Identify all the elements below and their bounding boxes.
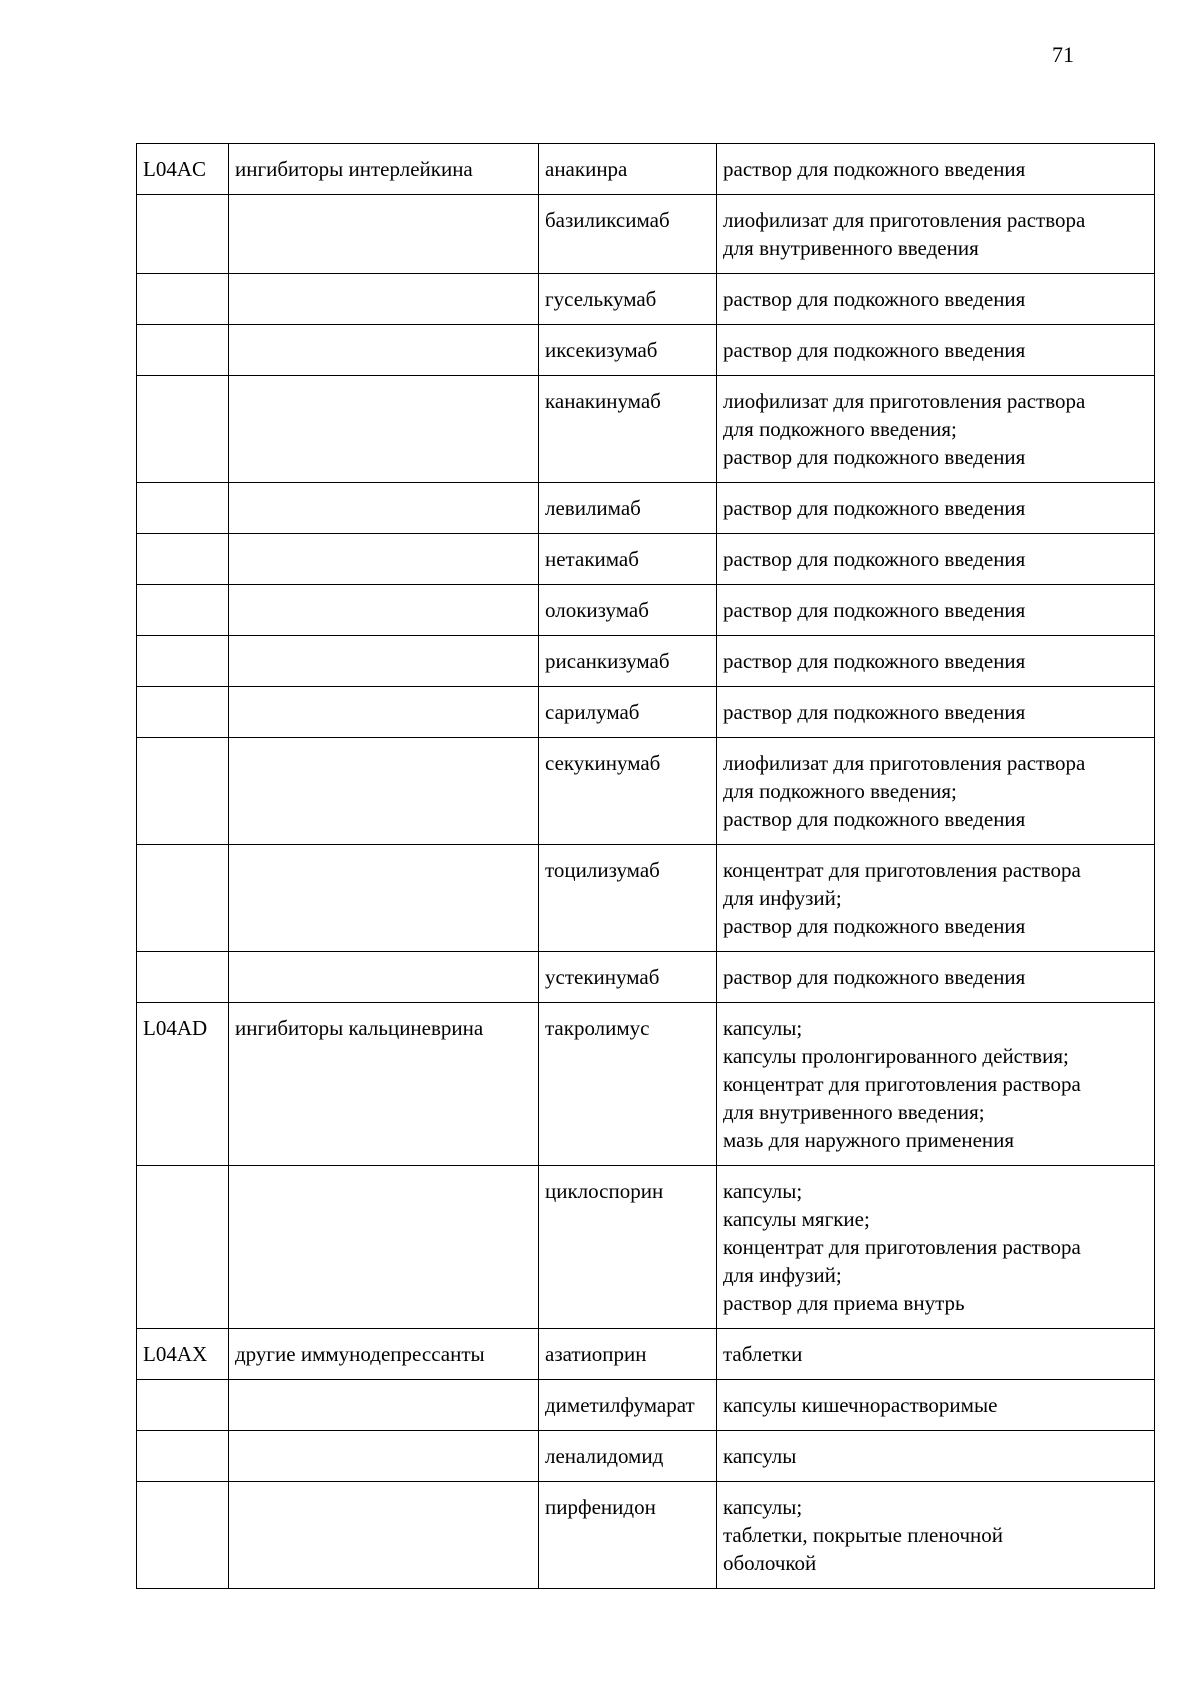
table-row xyxy=(137,1431,1155,1482)
drug-name-cell: анакинра xyxy=(539,144,717,195)
drug-name-cell: такролимус xyxy=(539,1003,717,1166)
table-body xyxy=(137,144,1155,1589)
drug-name-cell: базиликсимаб xyxy=(539,195,717,274)
atc-code-cell xyxy=(137,376,229,483)
table-row xyxy=(137,687,1155,738)
atc-code-cell: L04AC xyxy=(137,144,229,195)
dosage-form-cell: лиофилизат для приготовления раствора для внутривенного введения xyxy=(717,195,1155,274)
table-row xyxy=(137,376,1155,483)
atc-code-cell xyxy=(137,483,229,534)
drug-name-cell: циклоспорин xyxy=(539,1166,717,1329)
atc-code-cell xyxy=(137,952,229,1003)
drug-name-cell: гуселькумаб xyxy=(539,274,717,325)
drug-name-cell: азатиоприн xyxy=(539,1329,717,1380)
pharmacological-group-cell xyxy=(229,483,539,534)
drug-name-cell: секукинумаб xyxy=(539,738,717,845)
pharmacological-group-cell: ингибиторы кальциневрина xyxy=(229,1003,539,1166)
table-row xyxy=(137,274,1155,325)
drug-name-cell: рисанкизумаб xyxy=(539,636,717,687)
table-row xyxy=(137,534,1155,585)
table-row xyxy=(137,195,1155,274)
atc-code-cell xyxy=(137,534,229,585)
atc-code-cell xyxy=(137,274,229,325)
dosage-form-cell: капсулы; капсулы пролонгированного действия; концентрат для приготовления раствора для внутривенного введения; мазь для наружного применения xyxy=(717,1003,1155,1166)
dosage-form-cell: капсулы; таблетки, покрытые пленочной оболочкой xyxy=(717,1482,1155,1589)
table-row xyxy=(137,738,1155,845)
pharmacological-group-cell: ингибиторы интерлейкина xyxy=(229,144,539,195)
drug-name-cell: устекинумаб xyxy=(539,952,717,1003)
dosage-form-cell: капсулы xyxy=(717,1431,1155,1482)
dosage-form-cell: раствор для подкожного введения xyxy=(717,483,1155,534)
table-row xyxy=(137,1166,1155,1329)
table-row xyxy=(137,845,1155,952)
drug-name-cell: леналидомид xyxy=(539,1431,717,1482)
pharmacological-group-cell xyxy=(229,845,539,952)
drug-name-cell: сарилумаб xyxy=(539,687,717,738)
atc-code-cell xyxy=(137,1166,229,1329)
pharmacological-group-cell xyxy=(229,687,539,738)
drug-name-cell: канакинумаб xyxy=(539,376,717,483)
table-row xyxy=(137,1482,1155,1589)
pharmacological-group-cell xyxy=(229,376,539,483)
dosage-form-cell: раствор для подкожного введения xyxy=(717,585,1155,636)
atc-code-cell xyxy=(137,1431,229,1482)
table-row xyxy=(137,952,1155,1003)
atc-code-cell: L04AD xyxy=(137,1003,229,1166)
dosage-form-cell: раствор для подкожного введения xyxy=(717,636,1155,687)
drug-name-cell: олокизумаб xyxy=(539,585,717,636)
pharmacological-group-cell: другие иммунодепрессанты xyxy=(229,1329,539,1380)
dosage-form-cell: раствор для подкожного введения xyxy=(717,534,1155,585)
pharmacological-group-cell xyxy=(229,1482,539,1589)
pharmacological-group-cell xyxy=(229,636,539,687)
dosage-form-cell: раствор для подкожного введения xyxy=(717,144,1155,195)
table-row xyxy=(137,1329,1155,1380)
atc-code-cell xyxy=(137,325,229,376)
atc-code-cell xyxy=(137,738,229,845)
pharmacological-group-cell xyxy=(229,534,539,585)
atc-code-cell xyxy=(137,845,229,952)
atc-code-cell xyxy=(137,195,229,274)
pharmacological-group-cell xyxy=(229,952,539,1003)
table-row xyxy=(137,585,1155,636)
table-row xyxy=(137,1003,1155,1166)
dosage-form-cell: раствор для подкожного введения xyxy=(717,952,1155,1003)
pharmacological-group-cell xyxy=(229,1380,539,1431)
dosage-form-cell: раствор для подкожного введения xyxy=(717,325,1155,376)
pharmacological-group-cell xyxy=(229,1431,539,1482)
dosage-form-cell: капсулы кишечнорастворимые xyxy=(717,1380,1155,1431)
pharmacological-group-cell xyxy=(229,195,539,274)
drug-name-cell: иксекизумаб xyxy=(539,325,717,376)
atc-code-cell xyxy=(137,636,229,687)
table-row xyxy=(137,636,1155,687)
dosage-form-cell: лиофилизат для приготовления раствора для подкожного введения; раствор для подкожного введения xyxy=(717,738,1155,845)
drug-name-cell: нетакимаб xyxy=(539,534,717,585)
table-row xyxy=(137,1380,1155,1431)
pharmacological-group-cell xyxy=(229,325,539,376)
atc-code-cell xyxy=(137,687,229,738)
atc-code-cell: L04AX xyxy=(137,1329,229,1380)
table-row xyxy=(137,144,1155,195)
pharmacological-group-cell xyxy=(229,274,539,325)
drug-name-cell: пирфенидон xyxy=(539,1482,717,1589)
drug-name-cell: тоцилизумаб xyxy=(539,845,717,952)
dosage-form-cell: раствор для подкожного введения xyxy=(717,687,1155,738)
drug-name-cell: диметилфумарат xyxy=(539,1380,717,1431)
table-row xyxy=(137,483,1155,534)
pharmacological-group-cell xyxy=(229,1166,539,1329)
dosage-form-cell: таблетки xyxy=(717,1329,1155,1380)
pharmacological-group-cell xyxy=(229,585,539,636)
atc-code-cell xyxy=(137,1380,229,1431)
dosage-form-cell: раствор для подкожного введения xyxy=(717,274,1155,325)
drug-table xyxy=(136,143,1155,1589)
dosage-form-cell: лиофилизат для приготовления раствора для подкожного введения; раствор для подкожного введения xyxy=(717,376,1155,483)
dosage-form-cell: концентрат для приготовления раствора для инфузий; раствор для подкожного введения xyxy=(717,845,1155,952)
drug-name-cell: левилимаб xyxy=(539,483,717,534)
page-number: 71 xyxy=(1052,42,1074,67)
atc-code-cell xyxy=(137,585,229,636)
dosage-form-cell: капсулы; капсулы мягкие; концентрат для приготовления раствора для инфузий; раствор для приема внутрь xyxy=(717,1166,1155,1329)
atc-code-cell xyxy=(137,1482,229,1589)
table-row xyxy=(137,325,1155,376)
pharmacological-group-cell xyxy=(229,738,539,845)
